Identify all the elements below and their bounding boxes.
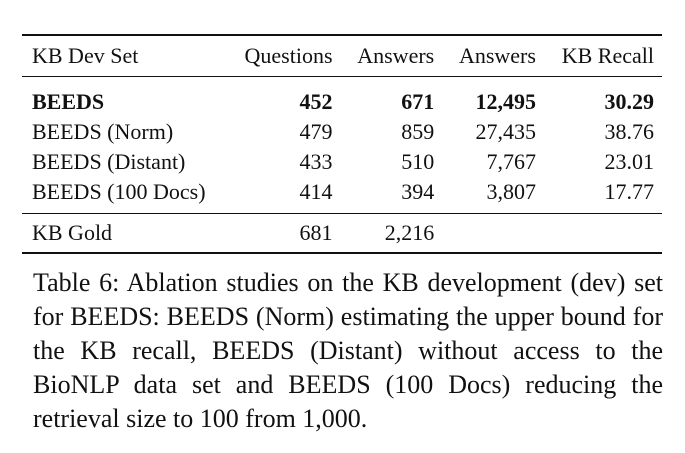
cell-name: BEEDS (100 Docs) bbox=[32, 179, 206, 204]
cell-name: KB Gold bbox=[22, 214, 227, 254]
header-answers-1: Answers bbox=[341, 35, 443, 77]
table-caption: Table 6: Ablation studies on the KB development (dev) set for BEEDS: BEEDS (Norm) estimating the upper bound for the KB recall, BEEDS (Distant) without access to the BioNLP data set and BEEDS (100 Docs) reducing the retrieval size to 100 from 1,000. bbox=[33, 268, 663, 433]
table-row-beeds bbox=[22, 77, 662, 118]
cell-answers-1: 394 bbox=[401, 179, 435, 204]
header-kb-dev-set: KB Dev Set bbox=[22, 35, 227, 77]
cell-answers-2: 7,767 bbox=[486, 149, 536, 174]
cell-recall: 23.01 bbox=[604, 149, 654, 174]
header-answers-2: Answers bbox=[442, 35, 544, 77]
cell-recall-empty bbox=[544, 214, 662, 254]
table-header-row bbox=[22, 35, 662, 77]
cell-recall: 17.77 bbox=[604, 179, 654, 204]
cell-answers-1: 2,216 bbox=[341, 214, 443, 254]
cell-questions: 479 bbox=[299, 119, 333, 144]
cell-questions: 452 bbox=[299, 89, 333, 114]
cell-name: BEEDS (Distant) bbox=[32, 149, 186, 174]
cell-answers-2-empty bbox=[442, 214, 544, 254]
cell-recall: 30.29 bbox=[604, 89, 654, 114]
header-kb-recall: KB Recall bbox=[544, 35, 662, 77]
cell-answers-1: 859 bbox=[401, 119, 435, 144]
table-row-beeds-distant bbox=[22, 147, 662, 177]
ablation-table-container bbox=[22, 34, 662, 254]
cell-questions: 681 bbox=[227, 214, 340, 254]
cell-answers-2: 3,807 bbox=[486, 179, 536, 204]
cell-questions: 414 bbox=[299, 179, 333, 204]
cell-questions: 433 bbox=[299, 149, 333, 174]
cell-answers-1: 510 bbox=[401, 149, 435, 174]
cell-name: BEEDS (Norm) bbox=[32, 119, 174, 144]
cell-name: BEEDS bbox=[32, 89, 105, 114]
ablation-table bbox=[22, 34, 662, 254]
cell-answers-1: 671 bbox=[401, 89, 435, 114]
cell-answers-2: 12,495 bbox=[475, 89, 536, 114]
table-row-kb-gold bbox=[22, 214, 662, 254]
cell-recall: 38.76 bbox=[604, 119, 654, 144]
table-row-beeds-100-docs bbox=[22, 177, 662, 214]
header-questions: Questions bbox=[227, 35, 340, 77]
table-row-beeds-norm bbox=[22, 117, 662, 147]
cell-answers-2: 27,435 bbox=[475, 119, 536, 144]
